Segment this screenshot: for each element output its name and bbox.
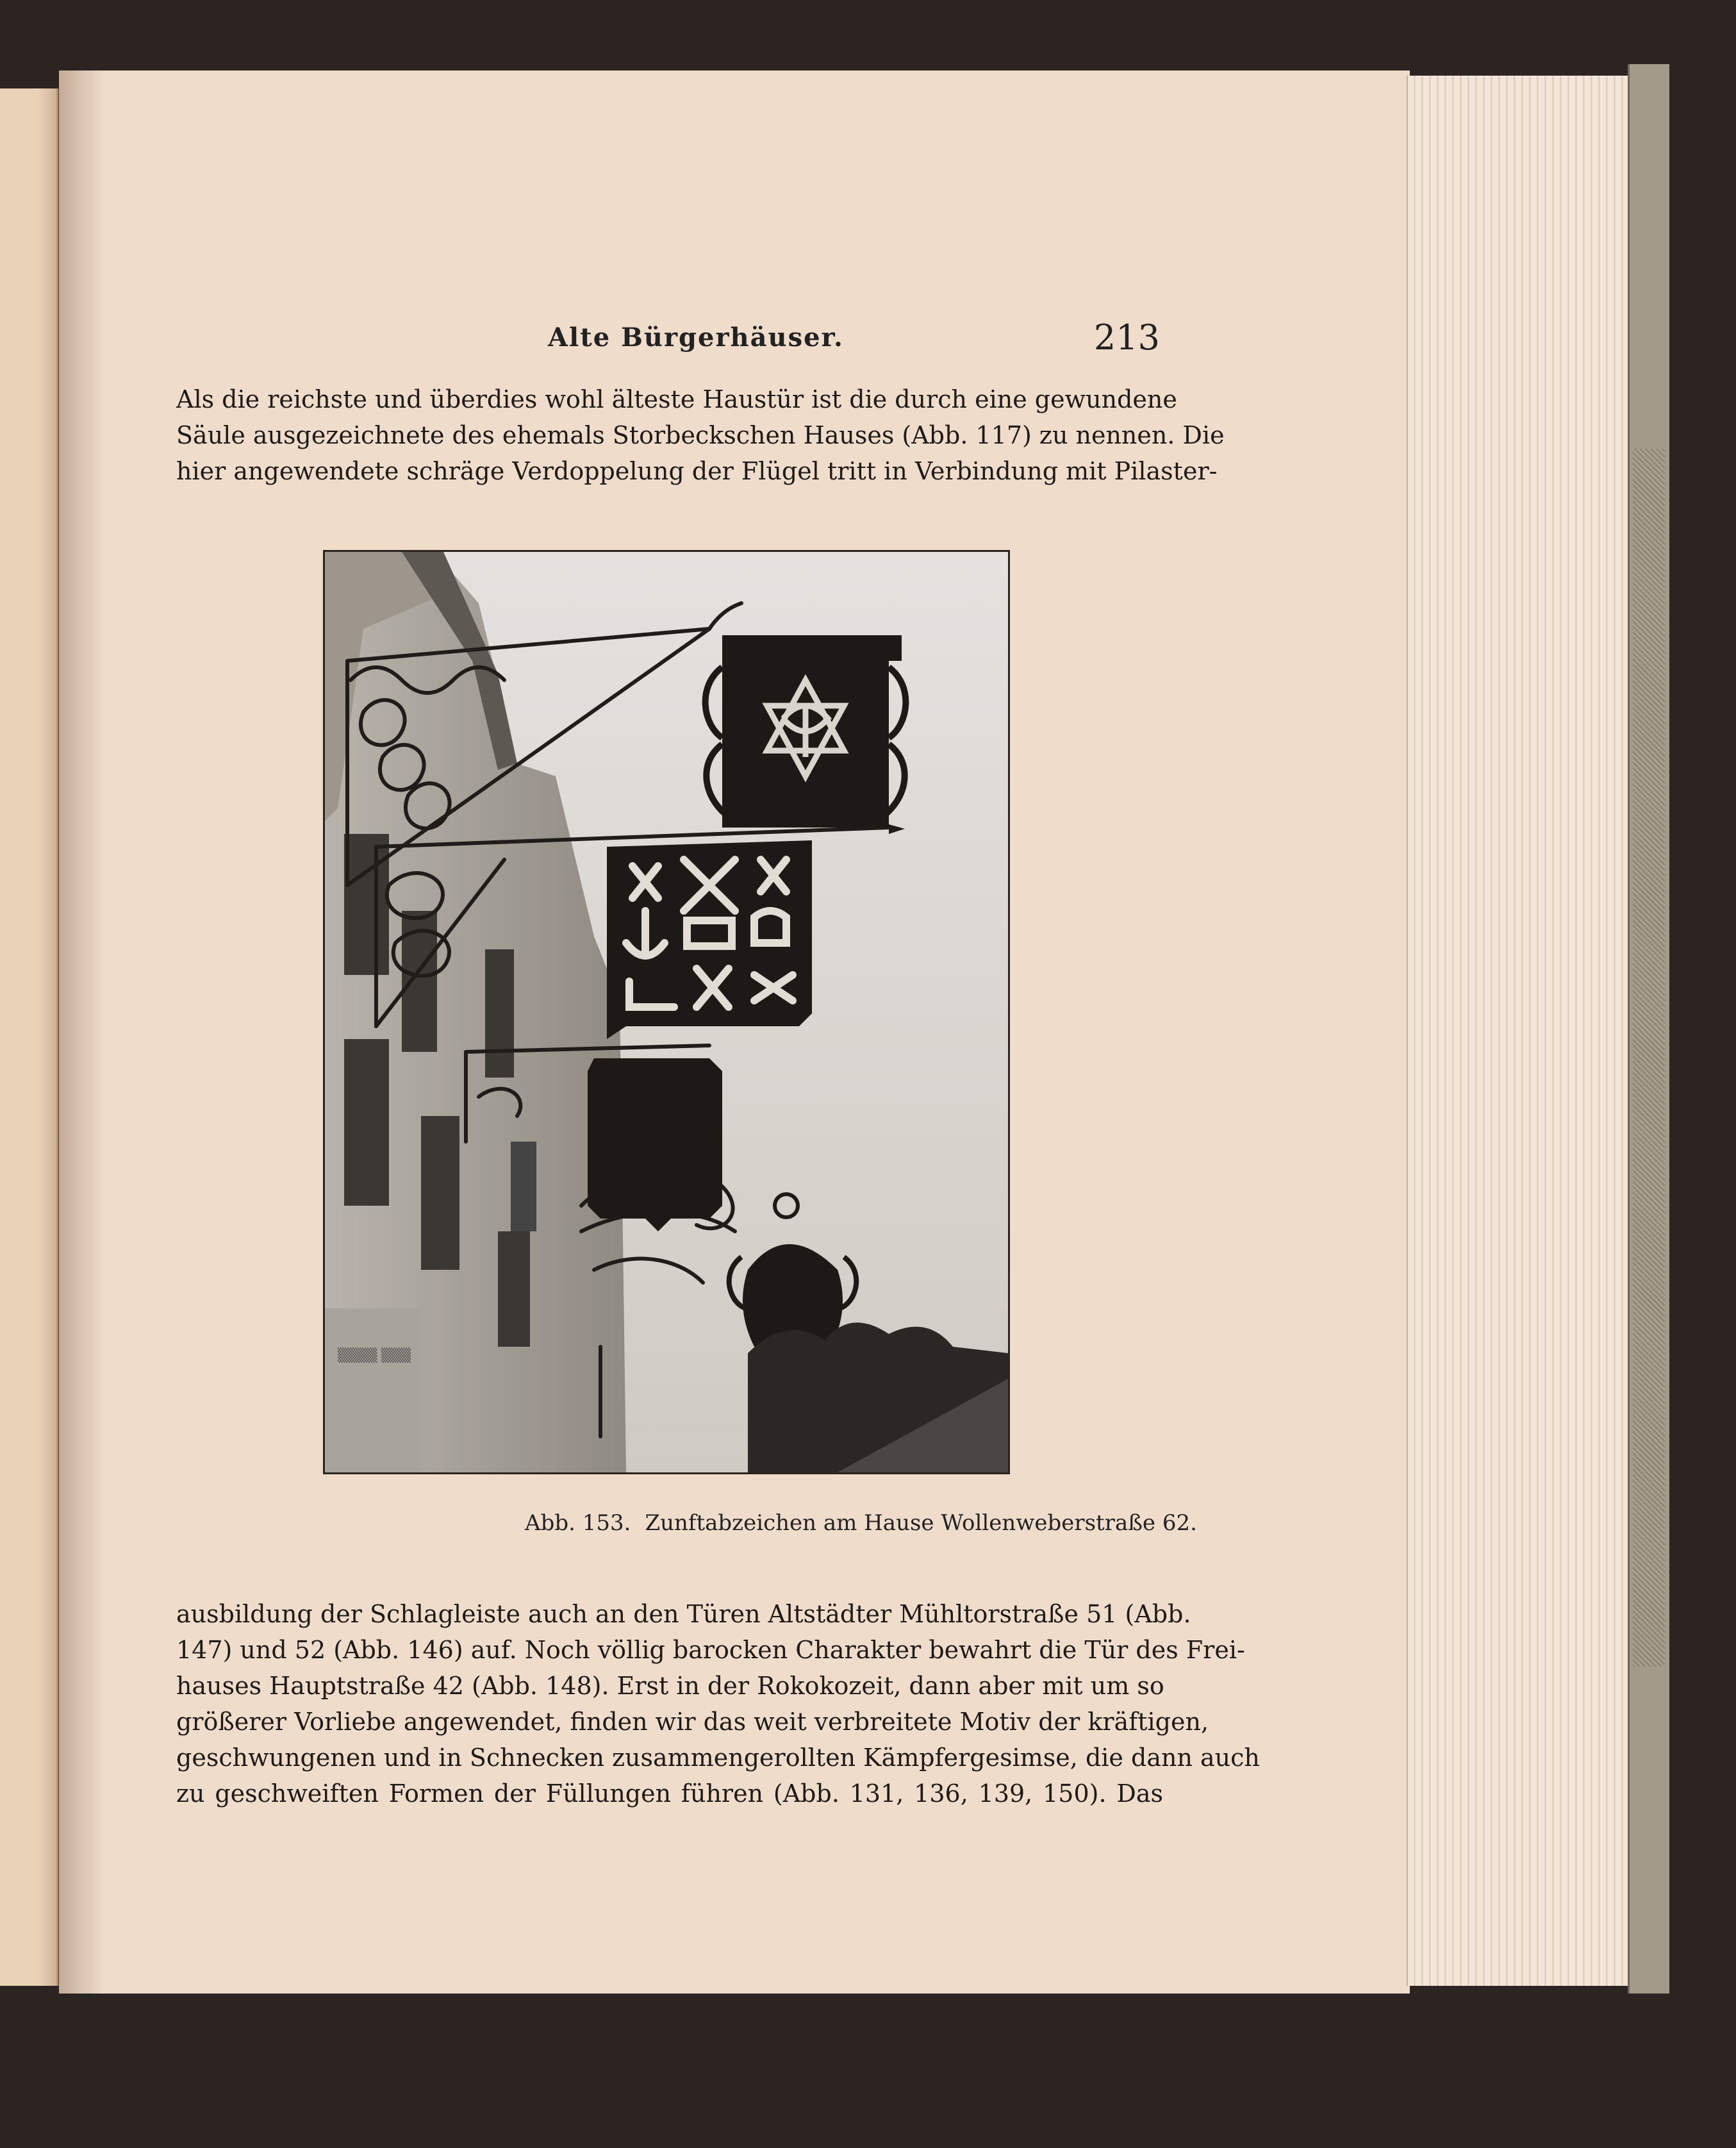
figure-caption — [0, 1510, 1736, 1536]
figure-caption-text: Zunftabzeichen am Hause Wollenweberstraße 62. — [645, 1510, 1197, 1536]
text-line: größerer Vorliebe angewendet, finden wir das weit verbreitete Motiv der kräftigen, — [176, 1708, 1209, 1736]
text-line: 147) und 52 (Abb. 146) auf. Noch völlig barocken Charakter bewahrt die Tür des Frei- — [176, 1636, 1245, 1664]
page-number: 213 — [1093, 317, 1160, 358]
running-title: Alte Bürgerhäuser. — [548, 322, 844, 353]
guild-signs-illustration — [325, 552, 1008, 1472]
running-head — [186, 317, 1160, 356]
text-line: zu geschweiften Formen der Füllungen führen (Abb. 131, 136, 139, 150). Das — [176, 1779, 1163, 1808]
text-line: geschwungenen und in Schnecken zusammengerollten Kämpfergesimse, die dann auch — [176, 1744, 1260, 1772]
text-line: hauses Hauptstraße 42 (Abb. 148). Erst in der Rokokozeit, dann aber mit um so — [176, 1672, 1164, 1700]
text-line: hier angewendete schräge Verdoppelung der Flügel tritt in Verbindung mit Pilaster- — [176, 457, 1218, 485]
page-edges-stack — [1407, 76, 1639, 1986]
text-line: Als die reichste und überdies wohl älteste Haustür ist die durch eine gewundene — [176, 385, 1177, 413]
figure-label: Abb. 153. — [525, 1510, 631, 1536]
paragraph-bottom — [176, 1596, 1260, 1811]
page-gutter — [59, 71, 104, 1994]
text-line: Säule ausgezeichnete des ehemals Storbeckschen Hauses (Abb. 117) zu nennen. Die — [176, 421, 1225, 449]
book-spine-cloth — [1633, 449, 1665, 1667]
figure-photograph — [323, 550, 1010, 1474]
paragraph-top — [176, 381, 1225, 489]
svg-text:▒▒▒▒ ▒▒▒: ▒▒▒▒ ▒▒▒ — [338, 1347, 411, 1363]
text-line: ausbildung der Schlagleiste auch an den Türen Altstädter Mühltorstraße 51 (Abb. — [176, 1600, 1191, 1628]
